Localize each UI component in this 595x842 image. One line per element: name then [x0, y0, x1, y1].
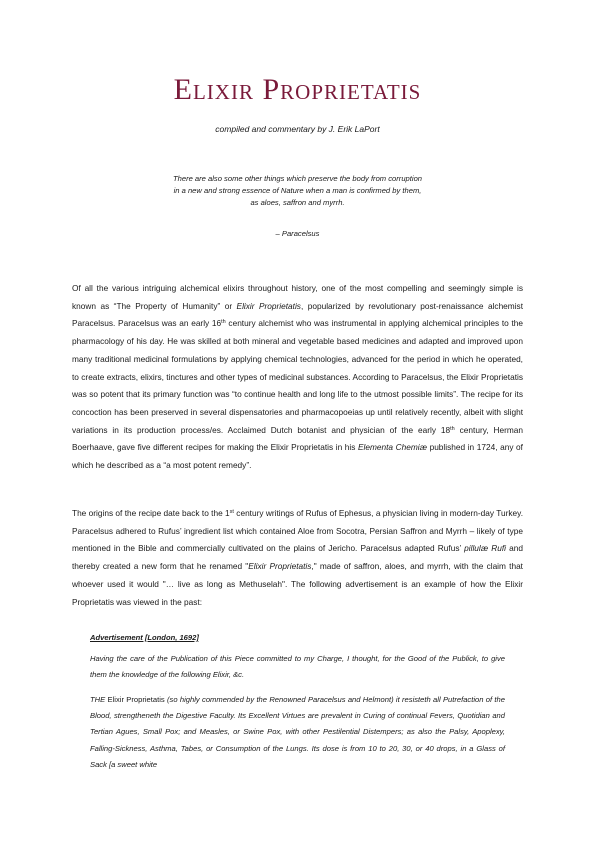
text-run-italic: Elixir Proprietatis	[248, 561, 312, 572]
superscript: th	[450, 425, 455, 432]
text-run: The origins of the recipe date back to the 1	[72, 508, 230, 518]
byline: compiled and commentary by J. Erik LaPort	[215, 124, 380, 134]
advertisement-paragraph-1: Having the care of the Publication of this Piece committed to my Charge, I thought, for the Good of the Publick, to give them the knowledge of the following Elixir, &c.	[90, 654, 505, 680]
body-paragraph-2	[72, 505, 523, 611]
advertisement-heading	[90, 630, 505, 646]
text-run: century, Herman Boerhaave, gave five different recipes for making the Elixir Proprietatis in his	[72, 424, 523, 453]
body-paragraph-1	[72, 280, 523, 475]
epigraph	[130, 173, 465, 209]
text-run: ," made of saffron, aloes, and myrrh, with the claim that whoever used it would "… live as long as Methuselah". The following advertisement is an example of how the Elixir Proprietatis was viewed in the past:	[72, 561, 523, 607]
text-run-italic: pillulæ Rufi	[464, 543, 507, 554]
epigraph-line: There are also some other things which preserve the body from corruption	[172, 174, 423, 183]
advertisement-heading-text: Advertisement [London, 1692]	[90, 633, 199, 642]
epigraph-line: in a new and strong essence of Nature when a man is confirmed by them,	[173, 186, 422, 195]
document-title: Elixir Proprietatis	[173, 73, 422, 106]
text-run: THE	[90, 695, 108, 704]
epigraph-attribution: – Paracelsus	[275, 229, 320, 238]
text-run: and thereby created a new form that he renamed "	[72, 543, 523, 572]
text-run: , popularized by revolutionary post-renaissance alchemist Paracelsus. Paracelsus was an early 16	[72, 300, 524, 329]
text-run: century writings of Rufus of Ephesus, a physician living in modern-day Turkey. Paracelsus adhered to Rufus’ ingredient list which contained Aloe from Socotra, Persian Saffron and Myrrh – likely of type mentioned in the Bible and commercially cultivated on the plains of Jericho. Paracelsus adapted Rufus’	[72, 508, 523, 554]
text-run: Of all the various intriguing alchemical elixirs throughout history, one of the most compelling and seemingly simple is known as “The Property of Humanity” or	[72, 283, 523, 311]
superscript: st	[229, 509, 234, 515]
text-run: published in 1724, any of which he described as a “a most potent remedy”.	[72, 442, 523, 471]
text-run: century alchemist who was instrumental in applying alchemical principles to the pharmacology of his day. He was skilled at both mineral and vegetable based medicines and adapted and improved upon many traditional medicinal formulations by applying chemical technologies, advanced for the period in which he operated, to create extracts, elixirs, tinctures and other types of medicinal substances. According to Paracelsus, the Elixir Proprietatis was so potent that its primary function was “to continue health and long life to the utmost possible limits”. The recipe for its concoction has been preserved in several dispensatories and pharmacopoeias up until relatively recently, albeit with slight variations in its production process/es. Acclaimed Dutch botanist and physician of the early 18	[72, 318, 523, 435]
superscript: th	[221, 319, 226, 326]
text-run-upright: Elixir Proprietatis	[107, 695, 165, 704]
advertisement-paragraph-2	[90, 692, 505, 773]
text-run: (so highly commended by the Renowned Paracelsus and Helmont) it resisteth all Putrefaction of the Blood, strengtheneth the Digestive Faculty. Its Excellent Virtues are prevalent in Curing of continual Fevers, Quotidian and Tertian Agues, Small Pox; and Measles, or Swine Pox, with other Pestilential Distempers; as also the Palsy, Apoplexy, Falling-Sickness, Asthma, Tabes, or Consumption of the Lungs. Its dose is from 10 to 20, 30, or 40 drops, in a Glass of Sack [a sweet white	[90, 695, 505, 769]
text-run-italic: Elementa Chemiæ	[357, 442, 427, 453]
epigraph-line: as aloes, saffron and myrrh.	[250, 198, 345, 207]
text-run-italic: Elixir Proprietatis	[236, 300, 301, 311]
